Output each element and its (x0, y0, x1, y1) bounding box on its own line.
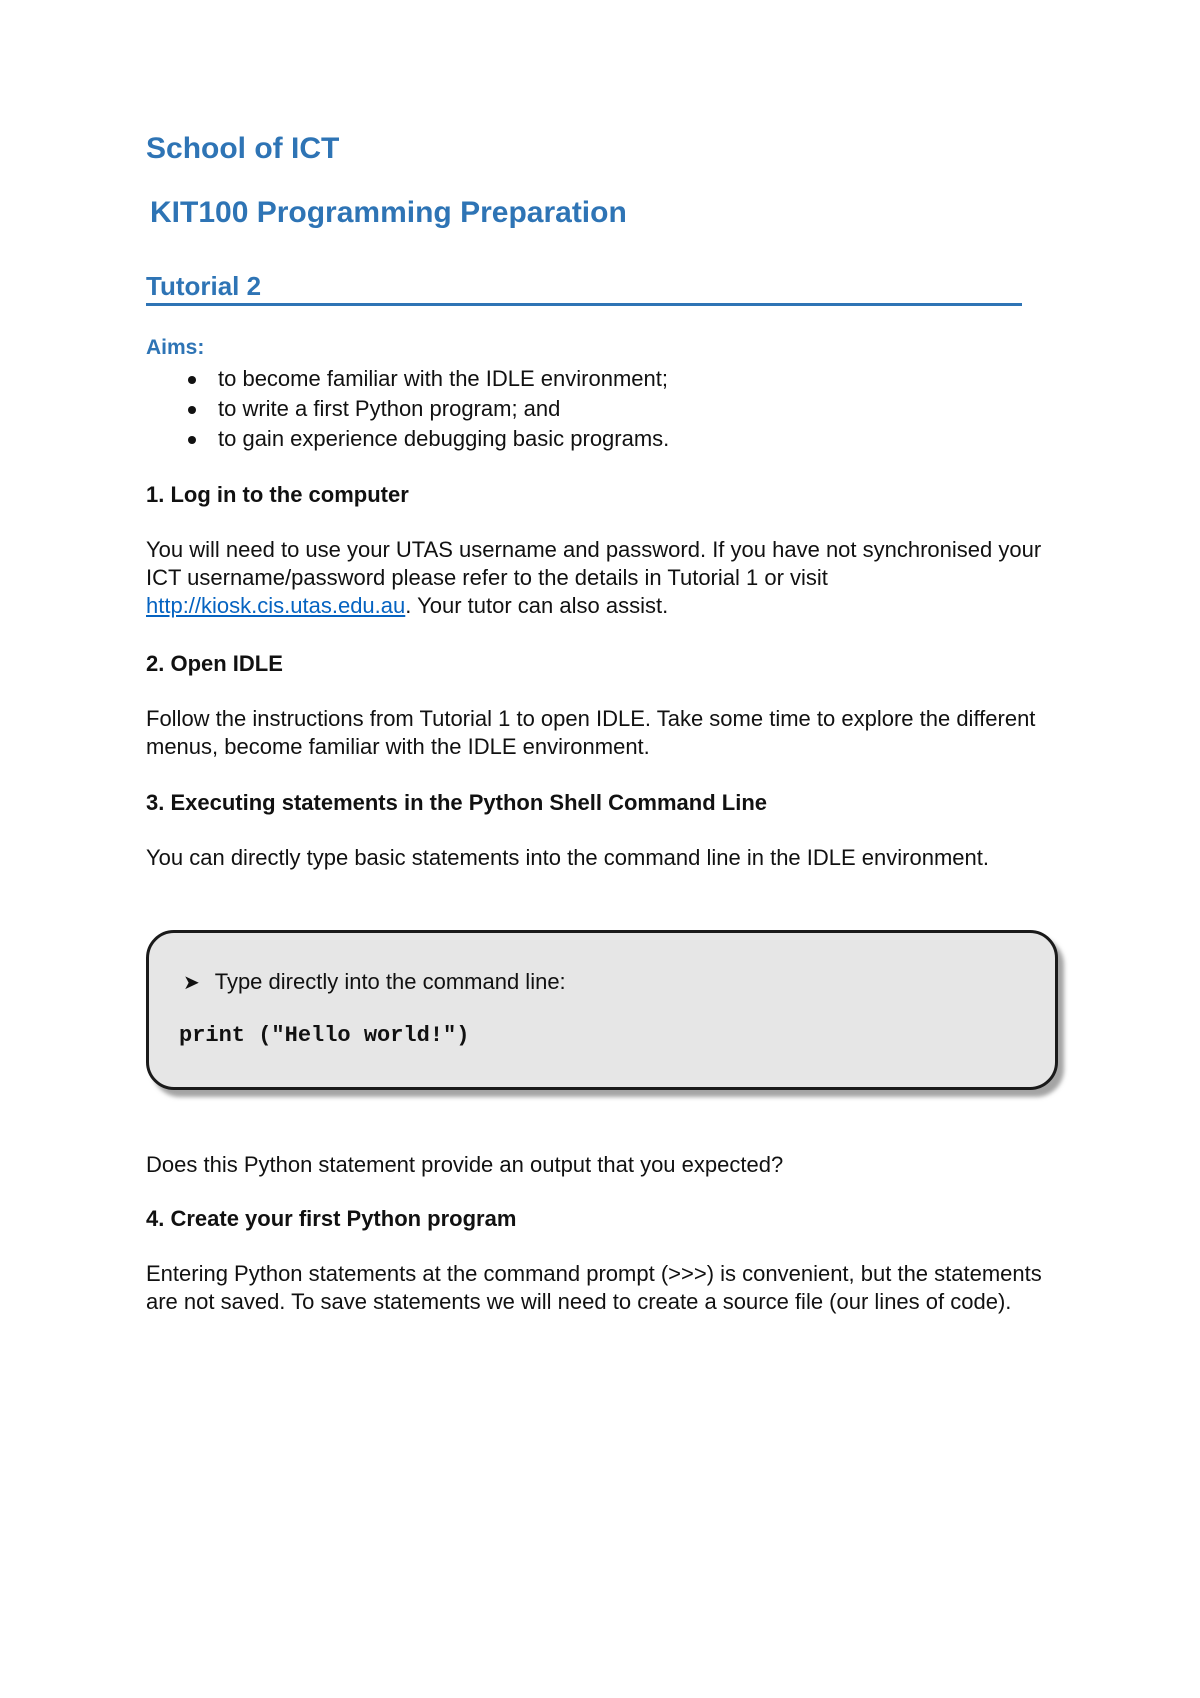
callout-instruction: Type directly into the command line: (214, 969, 566, 994)
aims-list-item (146, 394, 669, 424)
arrow-bullet-icon: ➤ (183, 972, 200, 994)
bullet-icon (188, 406, 196, 414)
tutorial-heading: Tutorial 2 (146, 271, 1022, 306)
aims-item-text: to write a first Python program; and (218, 396, 561, 421)
section-heading-executing: 3. Executing statements in the Python Shell Command Line (146, 790, 767, 815)
aims-list-item (146, 364, 669, 394)
code-snippet: print ("Hello world!") (179, 1023, 470, 1048)
section-heading-first-program: 4. Create your first Python program (146, 1206, 517, 1231)
login-text-start: You will need to use your UTAS username and password. If you have not synchronised your ICT username/password please refer to the details in Tutorial 1 or visit (146, 537, 1042, 590)
callout-instruction-row (183, 969, 566, 995)
aims-list-item (146, 424, 669, 454)
section-text-login (146, 536, 1076, 620)
question-text: Does this Python statement provide an output that you expected? (146, 1152, 784, 1177)
instruction-callout (146, 930, 1058, 1090)
section-text-open-idle: Follow the instructions from Tutorial 1 to open IDLE. Take some time to explore the different menus, become familiar with the IDLE environment. (146, 706, 1036, 759)
bullet-icon (188, 436, 196, 444)
section-heading-login: 1. Log in to the computer (146, 482, 409, 507)
aims-list (146, 364, 669, 454)
course-title: KIT100 Programming Preparation (150, 196, 627, 229)
kiosk-link[interactable]: http://kiosk.cis.utas.edu.au (146, 593, 406, 618)
login-text-end: . Your tutor can also assist. (405, 593, 669, 618)
section-text-first-program: Entering Python statements at the command prompt (>>>) is convenient, but the statements are not saved. To save statements we will need to create a source file (our lines of code). (146, 1261, 1042, 1314)
aims-item-text: to become familiar with the IDLE environment; (218, 366, 668, 391)
bullet-icon (188, 376, 196, 384)
aims-label: Aims: (146, 336, 205, 359)
section-text-executing: You can directly type basic statements into the command line in the IDLE environment. (146, 845, 989, 870)
school-title: School of ICT (146, 132, 340, 165)
section-heading-open-idle: 2. Open IDLE (146, 651, 283, 676)
aims-item-text: to gain experience debugging basic programs. (218, 426, 670, 451)
